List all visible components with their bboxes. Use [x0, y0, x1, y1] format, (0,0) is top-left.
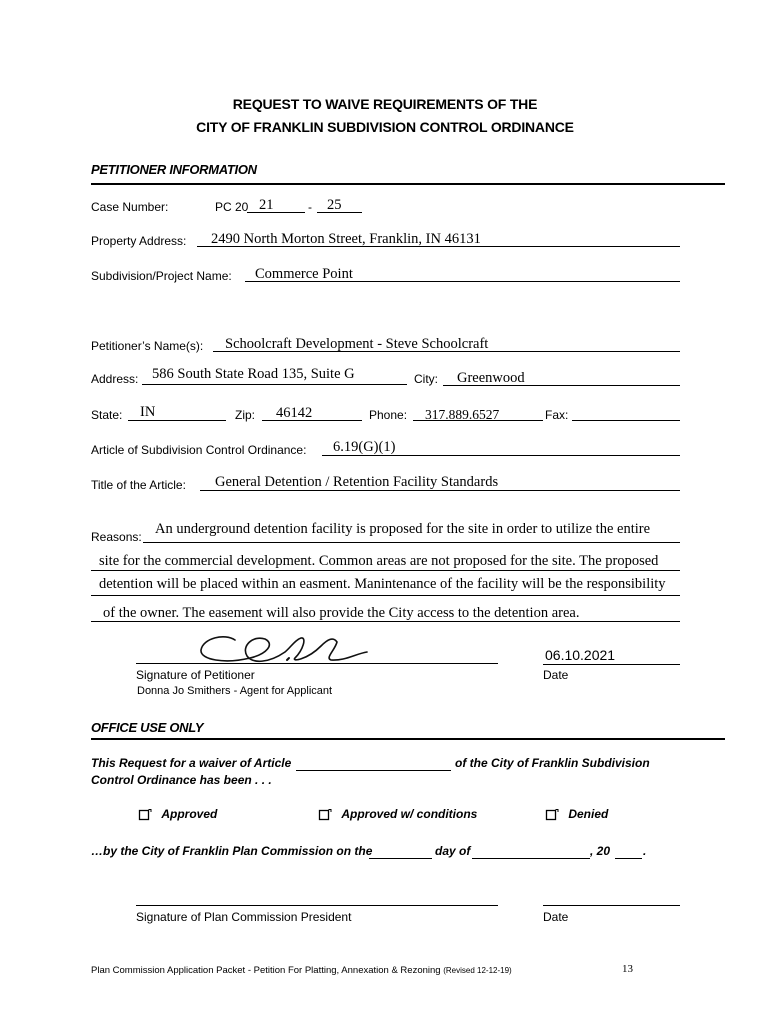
phone-label: Phone: [369, 408, 408, 422]
document-title-line2: CITY OF FRANKLIN SUBDIVISION CONTROL ORDINANCE [196, 119, 574, 135]
reasons-text-4[interactable]: of the owner. The easement will also provide the City access to the detention area. [103, 605, 580, 621]
subdivision-name-label: Subdivision/Project Name: [91, 269, 232, 283]
option-approved[interactable] [138, 807, 217, 822]
reasons-line-2 [91, 570, 680, 571]
fax-label: Fax: [545, 408, 569, 422]
case-number-field[interactable]: 25 [327, 197, 342, 213]
reasons-text-3[interactable]: detention will be placed within an easment. Manintenance of the facility will be the responsibility [99, 576, 666, 592]
reasons-line-3 [91, 595, 680, 596]
commission-text-d: . [643, 844, 647, 858]
president-signature-line [136, 905, 498, 906]
option-approved-with-conditions[interactable] [318, 807, 477, 822]
option-denied-label: Denied [568, 807, 609, 821]
petitioner-signer-name: Donna Jo Smithers - Agent for Applicant [137, 685, 333, 697]
reasons-text-1[interactable]: An underground detention facility is proposed for the site in order to utilize the entire [155, 521, 651, 537]
option-approved-label: Approved [161, 807, 218, 821]
reasons-label: Reasons: [91, 530, 142, 544]
zip-label: Zip: [235, 408, 256, 422]
fax-line [572, 420, 680, 421]
case-number-prefix: PC 20 [215, 200, 249, 214]
checkbox-icon [545, 808, 559, 822]
section-heading-office: OFFICE USE ONLY [91, 720, 204, 735]
section-rule-petitioner [91, 183, 725, 185]
request-text-c: Control Ordinance has been . . . [91, 773, 272, 787]
city-label: City: [414, 372, 438, 386]
petitioner-date-field[interactable]: 06.10.2021 [545, 647, 616, 663]
commission-text-b: day of [435, 844, 471, 858]
footer-revised: (Revised 12-12-19) [443, 966, 512, 975]
petitioner-date-line [543, 664, 680, 665]
phone-field[interactable]: 317.889.6527 [425, 407, 500, 422]
request-article-line [296, 770, 451, 771]
case-year-line [247, 212, 305, 213]
commission-day-line [369, 858, 432, 859]
state-field[interactable]: IN [140, 404, 156, 420]
case-number-separator: - [308, 200, 312, 214]
option-denied[interactable] [545, 807, 608, 822]
document-title-line1: REQUEST TO WAIVE REQUIREMENTS OF THE [232, 96, 538, 112]
request-text-b: of the City of Franklin Subdivision [455, 756, 650, 770]
reasons-line-1 [143, 542, 680, 543]
zip-field[interactable]: 46142 [276, 405, 313, 421]
address-label: Address: [91, 372, 139, 386]
petitioner-name-field[interactable]: Schoolcraft Development - Steve Schoolcraft [225, 336, 489, 352]
handwritten-signature [195, 630, 375, 670]
section-heading-petitioner: PETITIONER INFORMATION [91, 162, 257, 177]
address-line [142, 384, 407, 385]
option-approved-with-conditions-label: Approved w/ conditions [341, 807, 478, 821]
case-number-label: Case Number: [91, 200, 169, 214]
reasons-text-2[interactable]: site for the commercial development. Common areas are not proposed for the site. The proposed [99, 553, 659, 569]
president-date-line [543, 905, 680, 906]
address-field[interactable]: 586 South State Road 135, Suite G [152, 366, 355, 382]
page-number: 13 [622, 963, 633, 975]
state-label: State: [91, 408, 123, 422]
checkbox-icon [318, 808, 332, 822]
subdivision-name-field[interactable]: Commerce Point [255, 266, 353, 282]
president-date-label: Date [543, 910, 569, 924]
commission-year-line [615, 858, 642, 859]
section-rule-office [91, 738, 725, 740]
article-field[interactable]: 6.19(G)(1) [333, 439, 396, 455]
petitioner-name-label: Petitioner’s Name(s): [91, 339, 204, 353]
footer-text [91, 965, 512, 976]
property-address-field[interactable]: 2490 North Morton Street, Franklin, IN 46131 [211, 231, 481, 247]
petitioner-signature-line [136, 663, 498, 664]
article-title-field[interactable]: General Detention / Retention Facility Standards [215, 474, 499, 490]
commission-text-c: , 20 [590, 844, 611, 858]
petitioner-signature-label: Signature of Petitioner [136, 668, 255, 682]
property-address-label: Property Address: [91, 234, 187, 248]
request-text-a: This Request for a waiver of Article [91, 756, 292, 770]
commission-text-a: …by the City of Franklin Plan Commission on the [91, 844, 373, 858]
case-year-field[interactable]: 21 [259, 197, 274, 213]
commission-month-line [472, 858, 590, 859]
president-signature-label: Signature of Plan Commission President [136, 910, 352, 924]
checkbox-icon [138, 808, 152, 822]
footer-packet-title: Plan Commission Application Packet - Petition For Platting, Annexation & Rezoning [91, 965, 441, 976]
article-title-label: Title of the Article: [91, 478, 186, 492]
article-label: Article of Subdivision Control Ordinance: [91, 443, 307, 457]
petitioner-date-label: Date [543, 668, 569, 682]
city-field[interactable]: Greenwood [457, 370, 525, 386]
